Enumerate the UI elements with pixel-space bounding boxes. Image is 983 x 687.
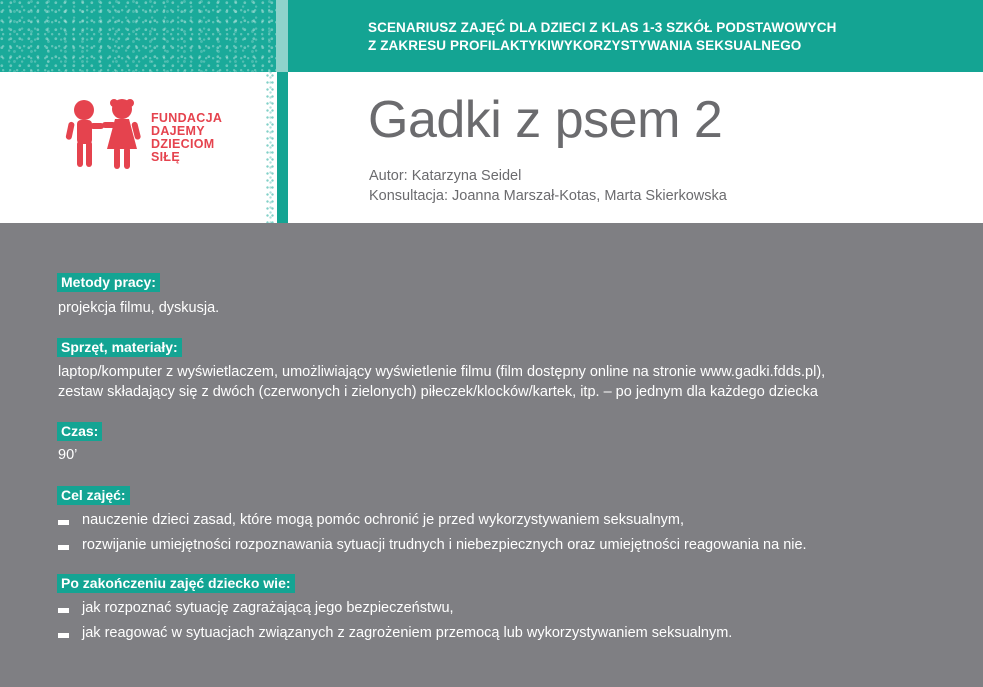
header-subtitle: [368, 19, 836, 55]
credits: [369, 166, 727, 206]
goal-item-text: rozwijanie umiejętności rozpoznawania sytuacji trudnych i niebezpiecznych oraz umiejętności reagowania na nie.: [82, 537, 807, 553]
foundation-logo-icon: [62, 97, 152, 172]
bullet-icon: [58, 545, 69, 550]
header-pattern: [0, 0, 276, 72]
decorative-strip: [265, 72, 275, 223]
foundation-logo-text: [151, 112, 222, 164]
methods-heading: Metody pracy:: [57, 273, 160, 292]
outcome-heading: Po zakończeniu zajęć dziecko wie:: [57, 574, 295, 593]
equipment-text-line1: laptop/komputer z wyświetlaczem, umożliwiający wyświetlenie filmu (film dostępny online na stronie www.gadki.fdds.pl),: [58, 364, 826, 380]
bullet-icon: [58, 608, 69, 613]
header-subtitle-line2: Z ZAKRESU PROFILAKTYKIWYKORZYSTYWANIA SEKSUALNEGO: [368, 38, 802, 53]
bullet-icon: [58, 520, 69, 525]
logo-line3: DZIECIOM: [151, 137, 215, 151]
logo-line2: DAJEMY: [151, 124, 205, 138]
header-divider-strip: [276, 0, 288, 72]
time-text: 90’: [58, 447, 78, 463]
goal-heading: Cel zajęć:: [57, 486, 130, 505]
logo-line4: SIŁĘ: [151, 150, 180, 164]
goal-item-text: nauczenie dzieci zasad, które mogą pomóc ochronić je przed wykorzystywaniem seksualnym,: [82, 512, 685, 528]
page-title: Gadki z psem 2: [368, 91, 723, 149]
equipment-heading: Sprzęt, materiały:: [57, 338, 182, 357]
outcome-item-text: jak rozpoznać sytuację zagrażającą jego bezpieczeństwu,: [82, 600, 454, 616]
teal-vertical-strip: [277, 72, 288, 223]
author-line: Autor: Katarzyna Seidel: [369, 168, 522, 184]
outcome-item-text: jak reagować w sytuacjach związanych z zagrożeniem przemocą lub wykorzystywaniem seksualnym.: [82, 625, 733, 641]
methods-text: projekcja filmu, dyskusja.: [58, 300, 220, 316]
header-subtitle-line1: SCENARIUSZ ZAJĘĆ DLA DZIECI Z KLAS 1-3 SZKÓŁ PODSTAWOWYCH: [368, 20, 837, 35]
consultation-line: Konsultacja: Joanna Marszał-Kotas, Marta Skierkowska: [369, 188, 727, 204]
logo-line1: FUNDACJA: [151, 111, 223, 125]
time-heading: Czas:: [57, 422, 102, 441]
bullet-icon: [58, 633, 69, 638]
equipment-text-line2: zestaw składający się z dwóch (czerwonych i zielonych) piłeczek/klocków/kartek, itp. – po jednym dla każdego dziecka: [58, 384, 818, 400]
